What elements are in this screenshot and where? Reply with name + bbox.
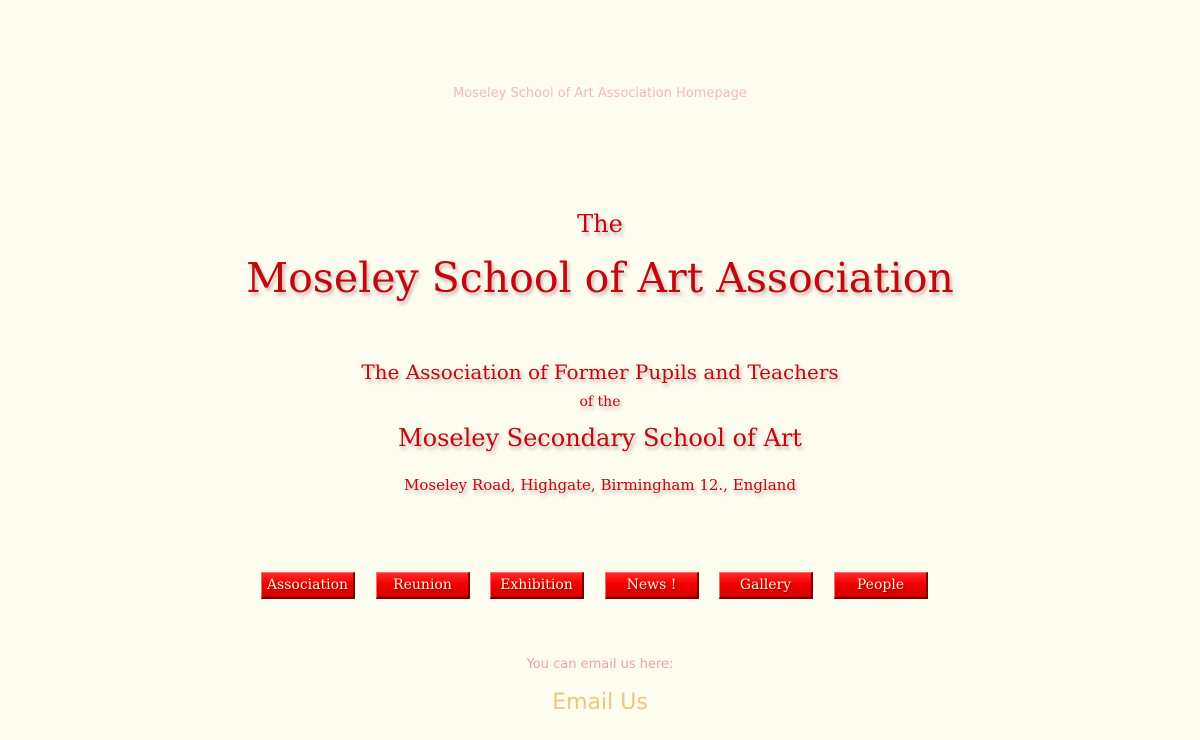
subtitle-line-2: of the	[579, 394, 621, 410]
homepage-link[interactable]: Moseley School of Art Association Homepage	[453, 86, 747, 101]
email-prompt: You can email us here:	[526, 657, 674, 672]
title-the: The	[577, 210, 623, 238]
nav-button-people[interactable]: People	[834, 572, 928, 599]
email-us-link[interactable]: Email Us	[552, 690, 648, 715]
email-link-row	[0, 690, 1200, 715]
nav-button-gallery[interactable]: Gallery	[719, 572, 813, 599]
school-address: Moseley Road, Highgate, Birmingham 12., England	[404, 476, 796, 494]
nav-button-news[interactable]: News !	[605, 572, 699, 599]
subtitle-line-1: The Association of Former Pupils and Teachers	[361, 360, 839, 384]
nav-button-exhibition[interactable]: Exhibition	[490, 572, 584, 599]
subtitle-line-3: Moseley Secondary School of Art	[398, 424, 802, 452]
page-title: Moseley School of Art Association	[246, 254, 954, 302]
nav-button-reunion[interactable]: Reunion	[376, 572, 470, 599]
nav-button-association[interactable]: Association	[261, 572, 355, 599]
homepage-link-row	[0, 86, 1200, 101]
nav-bar	[0, 572, 1200, 602]
